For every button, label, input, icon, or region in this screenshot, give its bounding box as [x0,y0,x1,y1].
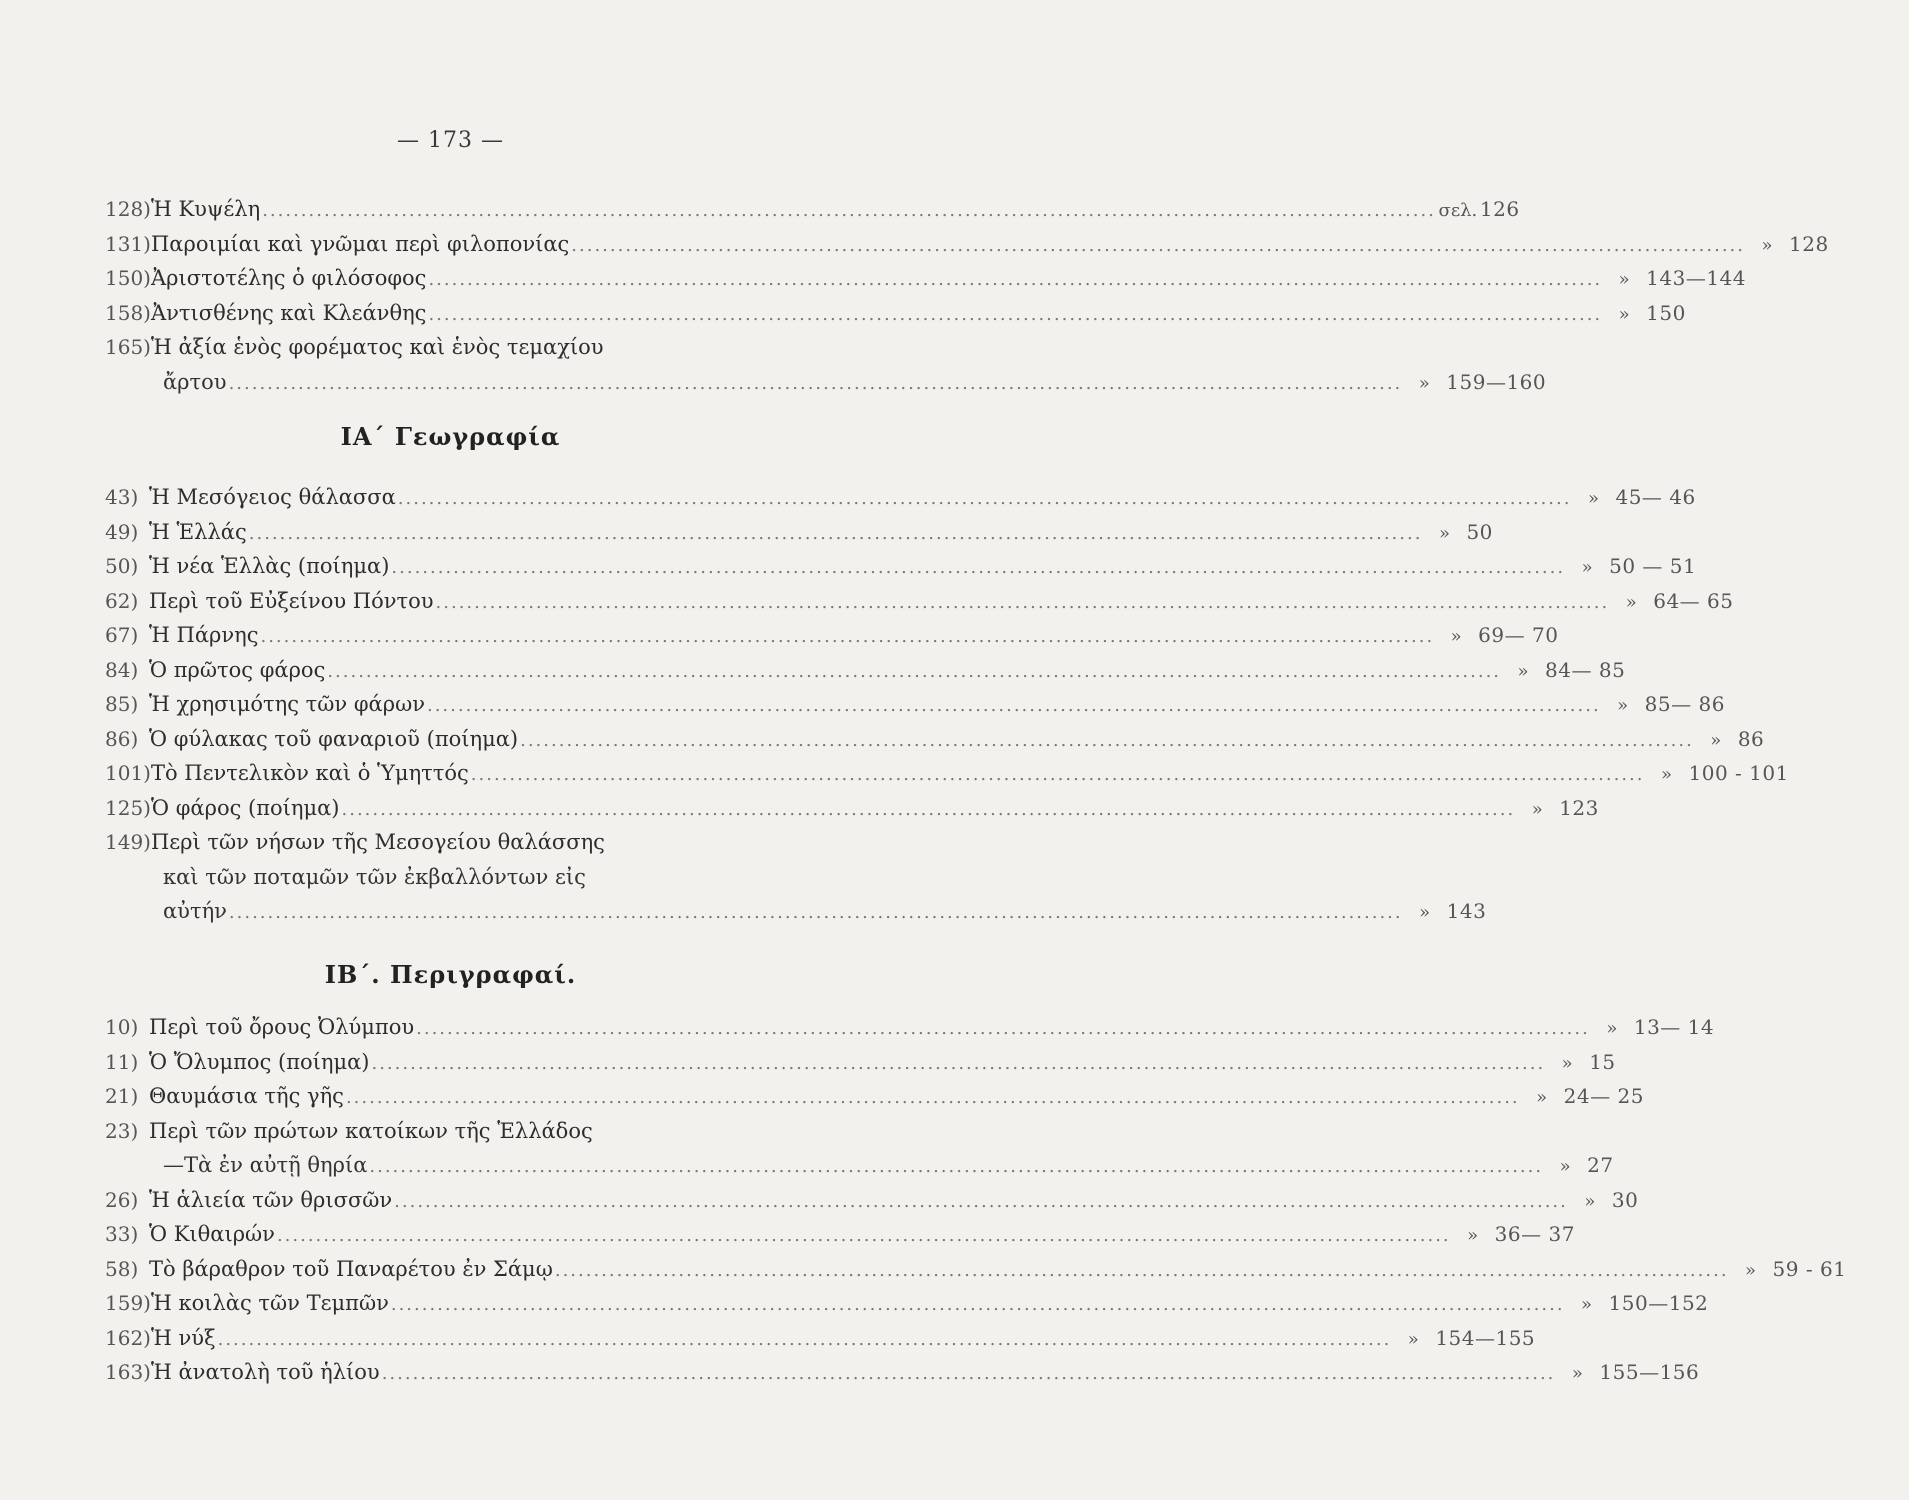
entry-number: 165) [105,335,151,359]
page-marker: » [1450,626,1462,647]
entry-pages: 85— 86 [1644,692,1725,716]
dot-leader [380,1357,1556,1392]
dot-leader [369,1047,1545,1082]
entry-number: 58) [105,1256,139,1281]
toc-entry [105,227,1829,262]
entry-pages: 150 [1646,300,1686,325]
entry-pages: 64— 65 [1653,588,1734,613]
entry-number: 26) [105,1187,139,1212]
entry-title: —Τὰ ἐν αὐτῇ θηρία [163,1153,368,1177]
toc-entry [105,791,1599,826]
entry-title: Ἡ κοιλὰς τῶν Τεμπῶν [150,1291,389,1315]
page-marker: » [1710,729,1722,751]
entry-number: 131) [105,231,151,256]
entry-pages: 150—152 [1608,1291,1709,1315]
toc-entry-continuation [105,860,850,895]
toc-entry [105,584,1734,619]
entry-title: Περὶ τοῦ Εὐξείνου Πόντου [149,588,434,613]
entry-number: 159) [105,1291,151,1315]
entry-number: 23) [105,1118,139,1143]
entry-title: Ὁ Κιθαιρών [149,1222,275,1246]
page-marker: » [1517,660,1529,682]
entry-number: 84) [105,657,139,682]
toc-entry [105,1079,1644,1114]
dot-leader [325,655,1501,690]
entry-title: αὐτήν [163,899,227,923]
toc-entry [105,1183,1639,1218]
dot-leader [425,689,1601,724]
page-marker: » [1581,1294,1593,1315]
page-marker: » [1571,1363,1583,1384]
entry-pages: 159—160 [1446,369,1547,394]
dot-leader [216,1323,1392,1358]
page-marker: » [1561,1052,1573,1074]
dot-leader [227,367,1403,402]
entries-general [105,192,1829,399]
entry-title: Περὶ τῶν νήσων τῆς Μεσογείου θαλάσσης [150,830,605,854]
dot-leader [426,263,1602,298]
dot-leader [275,1219,1451,1254]
page-marker: » [1584,1190,1596,1212]
entry-pages: 45— 46 [1615,485,1696,509]
page-marker: » [1418,372,1430,394]
entry-title: Περὶ τῶν πρώτων κατοίκων τῆς Ἑλλάδος [149,1118,593,1143]
page-marker: » [1745,1259,1757,1281]
entry-number: 67) [105,623,139,647]
entry-title: Ἡ ἁλιεία τῶν θρισσῶν [149,1187,393,1212]
section-heading-descriptions: ΙΒ΄. Περιγραφαί. [324,960,577,989]
toc-entry [105,192,1520,227]
entry-number: 21) [105,1084,139,1108]
entry-number: 33) [105,1222,139,1246]
entry-number: 125) [105,795,151,820]
dot-leader [247,517,1423,552]
page-marker: » [1581,557,1593,578]
entry-pages: 15 [1589,1049,1616,1074]
entry-number: 62) [105,588,139,613]
entry-title: Ἡ Ἑλλάς [149,519,247,544]
dot-leader [367,1150,1543,1185]
entry-title: Ἡ χρησιμότης τῶν φάρων [149,692,425,716]
dot-leader [569,229,1745,264]
entry-number: 10) [105,1015,139,1039]
entry-pages: 69— 70 [1478,623,1559,647]
entry-pages: 30 [1611,1187,1639,1212]
toc-entry [105,1010,1715,1045]
dot-leader [392,1185,1568,1220]
entry-title: Ἡ Πάρνης [149,623,259,647]
entry-number: 158) [105,300,151,325]
page-marker: » [1587,488,1599,509]
entry-number: 50) [105,554,139,578]
entry-title: Ἡ ἀνατολὴ τοῦ ἡλίου [150,1360,380,1384]
entry-title: Παροιμίαι καὶ γνῶμαι περὶ φιλοπονίας [150,231,570,256]
toc-entry-continuation [105,1148,1614,1183]
page-marker: » [1660,764,1672,785]
toc-entry [105,515,1493,550]
toc-entry [105,1217,1575,1252]
toc-entry [105,756,1789,791]
entry-pages: 50 — 51 [1609,554,1697,578]
toc-entry [105,330,850,365]
entry-pages: 143 [1446,899,1487,923]
toc-entry-continuation [105,365,1547,400]
entry-title: Ἀριστοτέλης ὁ φιλόσοφος [150,266,427,290]
page-marker: » [1407,1328,1419,1350]
dot-leader [396,482,1572,517]
entry-pages: 59 - 61 [1772,1256,1847,1281]
entry-pages: 123 [1559,795,1599,820]
entry-number: 86) [105,726,139,751]
dot-leader [344,1081,1520,1116]
entry-number: 149) [105,830,151,854]
toc-entry [105,296,1686,331]
dot-leader [260,194,1436,229]
entry-title: Ἀντισθένης καὶ Κλεάνθης [150,300,427,325]
page-marker: » [1625,591,1637,613]
entry-title: Ἡ ἀξία ἑνὸς φορέματος καὶ ἑνὸς τεμαχίου [150,335,604,359]
entry-pages: 86 [1737,726,1765,751]
dot-leader [227,896,1403,931]
page-marker: » [1617,695,1629,716]
entry-pages: 24— 25 [1563,1084,1644,1108]
dot-leader [553,1254,1729,1289]
toc-entry [105,1321,1536,1356]
entry-number: 49) [105,519,139,544]
entry-title: Ὁ φάρος (ποίημα) [150,795,340,820]
entries-descriptions [105,1010,1847,1390]
entry-title: ἄρτου [163,369,227,394]
toc-entry [105,687,1725,722]
entry-title: Θαυμάσια τῆς γῆς [149,1084,344,1108]
entry-number: 11) [105,1049,139,1074]
entry-pages: 143—144 [1646,266,1747,290]
entry-title: Ὁ Ὄλυμπος (ποίημα) [149,1049,370,1074]
toc-entry [105,1286,1709,1321]
toc-entry [105,480,1696,515]
entry-number: 101) [105,761,151,785]
toc-entry [105,1045,1616,1080]
dot-leader [426,298,1602,333]
page-marker: » [1467,1225,1479,1246]
page-marker: » [1618,303,1630,325]
toc-entry [105,722,1765,757]
dot-leader [389,551,1565,586]
toc-entry [105,825,850,860]
entry-number: 162) [105,1325,151,1350]
toc-entry [105,1252,1847,1287]
entry-pages: 13— 14 [1633,1015,1715,1039]
entry-title: Ἡ Μεσόγειος θάλασσα [149,485,396,509]
dot-leader [518,724,1694,759]
page-marker: » [1419,902,1431,923]
entry-pages: 155—156 [1599,1360,1700,1384]
entry-pages: 84— 85 [1545,657,1626,682]
entry-pages: 27 [1587,1153,1614,1177]
entry-title: Ὁ πρῶτος φάρος [149,657,326,682]
page-marker: σελ. [1438,200,1478,221]
page-marker: » [1606,1018,1618,1039]
entry-number: 85) [105,692,139,716]
toc-entry [105,1114,850,1149]
entry-title: Ἡ νύξ [150,1325,216,1350]
entry-pages: 36— 37 [1494,1222,1575,1246]
entry-title: Περὶ τοῦ ὄρους Ὀλύμπου [149,1015,415,1039]
dot-leader [469,758,1645,793]
entries-geography [105,480,1789,929]
entry-number: 163) [105,1360,151,1384]
section-heading-geography: ΙΑ΄ Γεωγραφία [340,422,561,451]
entry-pages: 50 [1466,519,1493,544]
page-marker: » [1531,798,1543,820]
toc-entry-continuation [105,894,1487,929]
toc-entry [105,653,1626,688]
toc-entry [105,549,1697,584]
page-marker: » [1438,522,1450,544]
toc-entry [105,261,1747,296]
toc-entry [105,1355,1700,1390]
entry-number: 150) [105,266,151,290]
page-marker: » [1559,1156,1571,1177]
entry-pages: 128 [1789,231,1829,256]
page-number: — 173 — [397,128,504,153]
entry-title: Τὸ βάραθρον τοῦ Παναρέτου ἐν Σάμῳ [149,1256,553,1281]
entry-pages: 126 [1479,197,1520,221]
page-marker: » [1761,234,1773,256]
page-marker: » [1536,1087,1548,1108]
entry-title: Ὁ φύλακας τοῦ φαναριοῦ (ποίημα) [149,726,519,751]
entry-number: 43) [105,485,139,509]
entry-title: Τὸ Πεντελικὸν καὶ ὁ Ὑμηττός [150,761,469,785]
entry-title: Ἡ νέα Ἑλλὰς (ποίημα) [149,554,390,578]
dot-leader [340,793,1516,828]
entry-title: Ἡ Κυψέλη [150,197,261,221]
dot-leader [389,1288,1565,1323]
page-marker: » [1618,269,1630,290]
entry-title: καὶ τῶν ποταμῶν τῶν ἐκβαλλόντων εἰς [163,864,586,889]
dot-leader [434,586,1610,621]
entry-pages: 154—155 [1435,1325,1536,1350]
dot-leader [414,1012,1590,1047]
toc-entry [105,618,1559,653]
entry-number: 128) [105,197,151,221]
dot-leader [258,620,1434,655]
entry-pages: 100 - 101 [1688,761,1789,785]
